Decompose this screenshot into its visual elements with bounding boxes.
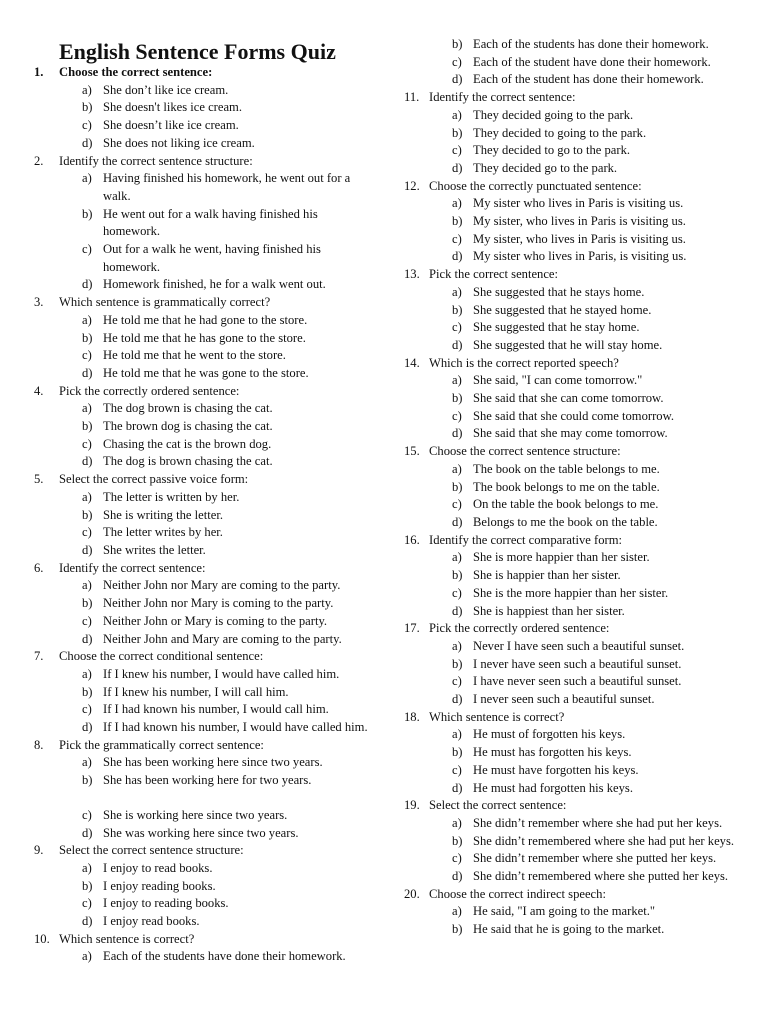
answer-option [404,142,744,160]
option-text: Each of the student has done their homework. [473,72,704,87]
answer-option [34,82,374,100]
option-text: I enjoy to read books. [103,860,213,875]
option-text: She don’t like ice cream. [103,82,229,97]
option-letter: d) [82,825,93,840]
answer-option [404,638,744,656]
question-number: 20. [404,886,420,901]
option-letter: c) [82,348,92,363]
answer-option [404,567,744,585]
quiz-title: English Sentence Forms Quiz [59,39,336,64]
option-text: He told me that he went to the store. [103,348,286,363]
answer-option [404,868,744,886]
option-letter: b) [82,330,93,345]
option-letter: a) [82,666,92,681]
option-letter: d) [452,160,463,175]
answer-option [34,135,374,153]
option-letter: b) [452,745,463,760]
option-text: She suggested that he will stay home. [473,337,663,352]
option-letter: a) [452,284,462,299]
option-text: He must has forgotten his keys. [473,745,632,760]
option-letter: b) [82,684,93,699]
question-number: 19. [404,798,420,813]
option-letter: a) [82,171,92,186]
option-letter: c) [452,320,462,335]
question-number: 8. [34,737,44,752]
option-text: I enjoy read books. [103,914,200,929]
option-text: She said that she could come tomorrow. [473,408,674,423]
option-letter: d) [452,692,463,707]
answer-option [404,514,744,532]
option-text: She is the more happier than her sister. [473,585,669,600]
question-label: Which is the correct reported speech? [429,355,619,370]
option-letter: c) [82,436,92,451]
left-column [34,64,374,966]
answer-option [404,833,744,851]
option-letter: c) [82,702,92,717]
answer-option [404,726,744,744]
option-text: My sister, who lives in Paris is visiting us. [473,214,686,229]
option-text: She writes the letter. [103,542,206,557]
answer-option [404,744,744,762]
question-number: 16. [404,532,420,547]
answer-option [404,549,744,567]
option-text: He must have forgotten his keys. [473,762,639,777]
answer-option [404,372,744,390]
option-text: She has been working here since two years. [103,755,323,770]
question-number: 18. [404,709,420,724]
option-letter: b) [452,302,463,317]
option-letter: c) [452,408,462,423]
option-text: The brown dog is chasing the cat. [103,419,273,434]
answer-option [34,613,374,631]
option-text: She is working here since two years. [103,807,288,822]
option-letter: c) [452,143,462,158]
option-text: Neither John and Mary are coming to the party. [103,631,342,646]
option-text: She has been working here for two years. [103,773,312,788]
answer-option [34,241,374,276]
answer-option [34,312,374,330]
option-letter: d) [452,337,463,352]
option-text: They decided to going to the park. [473,125,647,140]
option-text: She is more happier than her sister. [473,550,650,565]
answer-option [34,895,374,913]
option-letter: c) [82,525,92,540]
option-text: He told me that he was gone to the store. [103,365,309,380]
answer-option [34,701,374,719]
question-label: Select the correct sentence: [429,798,567,813]
question-label: Identify the correct sentence: [429,90,576,105]
option-text: My sister, who lives in Paris is visiting us. [473,231,686,246]
option-letter: c) [82,118,92,133]
answer-option [404,673,744,691]
option-text: Each of the students have done their homework. [103,949,346,964]
option-text: I never have seen such a beautiful sunset. [473,656,682,671]
question-text [404,797,744,815]
answer-option [404,302,744,320]
question-label: Choose the correct indirect speech: [429,886,606,901]
option-text: I enjoy reading books. [103,878,216,893]
option-letter: d) [82,454,93,469]
option-letter: a) [82,578,92,593]
option-text: The dog brown is chasing the cat. [103,401,273,416]
answer-option [404,319,744,337]
question-text [34,560,374,578]
option-letter: b) [452,125,463,140]
option-text: She suggested that he stays home. [473,284,645,299]
option-letter: a) [82,401,92,416]
option-letter: d) [82,914,93,929]
question-text [404,355,744,373]
question-number: 14. [404,355,420,370]
answer-option [34,330,374,348]
option-letter: d) [452,72,463,87]
answer-option [404,284,744,302]
option-text: She didn’t remembered where she putted her keys. [473,869,729,884]
question-number: 17. [404,621,420,636]
option-letter: c) [452,851,462,866]
question-label: Pick the grammatically correct sentence: [59,737,264,752]
answer-option [404,231,744,249]
answer-option [34,524,374,542]
answer-option [34,170,374,205]
answer-option [34,666,374,684]
option-letter: d) [82,720,93,735]
question-label: Identify the correct comparative form: [429,532,623,547]
question-label: Choose the correct sentence: [59,65,213,79]
answer-option [404,54,744,72]
answer-option [34,577,374,595]
option-text: If I knew his number, I will call him. [103,684,289,699]
option-letter: c) [82,613,92,628]
answer-option [404,125,744,143]
answer-option [404,390,744,408]
question-label: Choose the correct sentence structure: [429,444,621,459]
option-text: The book belongs to me on the table. [473,479,660,494]
answer-option [404,656,744,674]
question-label: Choose the correct conditional sentence: [59,649,264,664]
answer-option [34,347,374,365]
blank-line [34,790,374,807]
question-text [404,620,744,638]
option-text: Neither John nor Mary are coming to the party. [103,578,341,593]
option-letter: b) [82,596,93,611]
option-letter: a) [452,727,462,742]
option-letter: b) [452,479,463,494]
option-text: I enjoy to reading books. [103,896,229,911]
question-text [404,886,744,904]
option-text: He said, "I am going to the market." [473,904,656,919]
option-text: She said that she may come tomorrow. [473,426,668,441]
option-text: The letter writes by her. [103,525,223,540]
question-number: 1. [34,65,44,79]
answer-option [404,815,744,833]
answer-option [404,71,744,89]
question-text [404,89,744,107]
option-text: She is happiest than her sister. [473,603,625,618]
option-letter: c) [82,896,92,911]
answer-option [404,36,744,54]
option-text: She suggested that he stay home. [473,320,640,335]
option-text: They decided to go to the park. [473,143,631,158]
option-text: Out for a walk he went, having finished his homework. [103,242,321,274]
answer-option [404,160,744,178]
answer-option [34,878,374,896]
answer-option [34,595,374,613]
answer-option [404,780,744,798]
option-text: They decided going to the park. [473,107,634,122]
question-number: 15. [404,444,420,459]
option-letter: b) [82,419,93,434]
answer-option [34,772,374,790]
answer-option [34,117,374,135]
question-label: Pick the correctly ordered sentence: [429,621,610,636]
option-letter: b) [452,37,463,51]
question-number: 4. [34,383,44,398]
option-text: He went out for a walk having finished his homework. [103,206,318,239]
question-text [34,471,374,489]
option-letter: d) [452,426,463,441]
option-letter: a) [82,949,92,964]
answer-option [34,436,374,454]
option-text: She didn’t remember where she putted her keys. [473,851,717,866]
answer-option [34,365,374,383]
question-number: 12. [404,178,420,193]
answer-option [404,496,744,514]
option-text: She said that she can come tomorrow. [473,391,664,406]
option-letter: b) [82,878,93,893]
question-label: Choose the correctly punctuated sentence: [429,178,642,193]
option-text: He must of forgotten his keys. [473,727,626,742]
question-number: 3. [34,295,44,310]
answer-option [34,453,374,471]
answer-option [34,418,374,436]
question-text [34,153,374,171]
option-letter: a) [452,550,462,565]
option-text: On the table the book belongs to me. [473,497,659,512]
option-letter: d) [82,631,93,646]
option-letter: d) [82,365,93,380]
answer-option [404,850,744,868]
option-text: Having finished his homework, he went out for a walk. [103,171,351,203]
question-number: 10. [34,931,50,946]
question-text [34,842,374,860]
answer-option [34,807,374,825]
option-text: She said, "I can come tomorrow." [473,373,643,388]
answer-option [34,913,374,931]
option-letter: d) [452,869,463,884]
question-text [34,294,374,312]
option-letter: d) [452,780,463,795]
question-text [34,648,374,666]
option-text: He must had forgotten his keys. [473,780,633,795]
option-letter: a) [452,373,462,388]
question-number: 9. [34,843,44,858]
option-letter: b) [452,833,463,848]
question-text [404,266,744,284]
answer-option [34,948,374,966]
question-number: 7. [34,649,44,664]
option-text: The book on the table belongs to me. [473,461,660,476]
option-text: If I had known his number, I would call him. [103,702,329,717]
option-letter: d) [452,514,463,529]
right-column [404,36,744,939]
option-text: Neither John or Mary is coming to the party. [103,613,328,628]
question-text [34,64,374,82]
answer-option [34,542,374,560]
option-letter: a) [82,860,92,875]
option-text: The dog is brown chasing the cat. [103,454,273,469]
option-text: He told me that he has gone to the store. [103,330,306,345]
option-letter: c) [452,54,462,69]
option-text: Belongs to me the book on the table. [473,514,658,529]
option-letter: a) [452,107,462,122]
option-letter: a) [452,638,462,653]
option-text: She doesn't likes ice cream. [103,100,243,115]
question-text [404,178,744,196]
option-text: She was working here since two years. [103,825,299,840]
question-text [34,383,374,401]
question-text [404,709,744,727]
question-text [404,443,744,461]
option-letter: d) [82,277,93,292]
answer-option [404,479,744,497]
answer-option [34,684,374,702]
question-number: 2. [34,153,44,168]
option-letter: c) [452,585,462,600]
question-label: Pick the correctly ordered sentence: [59,383,240,398]
question-label: Identify the correct sentence structure: [59,153,253,168]
option-letter: a) [452,815,462,830]
option-text: She is writing the letter. [103,507,223,522]
option-letter: c) [452,231,462,246]
option-text: They decided go to the park. [473,160,618,175]
option-letter: b) [452,568,463,583]
answer-option [404,425,744,443]
option-text: My sister who lives in Paris, is visiting us. [473,249,687,264]
answer-option [34,719,374,737]
option-text: I have never seen such a beautiful sunset. [473,674,682,689]
question-label: Which sentence is correct? [429,709,565,724]
question-label: Pick the correct sentence: [429,267,559,282]
option-letter: b) [452,391,463,406]
option-text: I never seen such a beautiful sunset. [473,692,655,707]
answer-option [404,248,744,266]
option-text: If I knew his number, I would have called him. [103,666,340,681]
option-letter: c) [452,497,462,512]
option-text: She does not liking ice cream. [103,135,255,150]
option-text: She doesn’t like ice cream. [103,118,239,133]
question-number: 13. [404,267,420,282]
answer-option [404,762,744,780]
option-text: She suggested that he stayed home. [473,302,652,317]
question-label: Which sentence is grammatically correct? [59,295,271,310]
answer-option [404,691,744,709]
question-label: Which sentence is correct? [59,931,195,946]
question-text [34,931,374,949]
option-text: Each of the students has done their homework. [473,37,709,51]
option-text: He said that he is going to the market. [473,922,665,937]
question-label: Identify the correct sentence: [59,560,206,575]
answer-option [404,195,744,213]
option-letter: c) [452,762,462,777]
answer-option [34,400,374,418]
option-text: Each of the student have done their homework. [473,54,711,69]
question-text [404,532,744,550]
question-number: 5. [34,472,44,487]
option-letter: d) [452,249,463,264]
option-letter: b) [452,922,463,937]
option-text: The letter is written by her. [103,489,240,504]
option-letter: a) [82,489,92,504]
answer-option [404,903,744,921]
option-letter: a) [82,312,92,327]
option-text: If I had known his number, I would have called him. [103,720,368,735]
question-label: Select the correct passive voice form: [59,472,249,487]
answer-option [34,99,374,117]
question-label: Select the correct sentence structure: [59,843,244,858]
answer-option [404,585,744,603]
option-letter: c) [452,674,462,689]
answer-option [404,337,744,355]
answer-option [404,213,744,231]
option-text: She is happier than her sister. [473,568,621,583]
option-letter: d) [82,542,93,557]
option-letter: a) [452,196,462,211]
option-text: He told me that he had gone to the store. [103,312,308,327]
option-letter: c) [82,242,92,257]
option-text: Homework finished, he for a walk went out. [103,277,326,292]
answer-option [34,276,374,294]
option-letter: c) [82,807,92,822]
option-text: Never I have seen such a beautiful sunset. [473,638,685,653]
option-letter: b) [82,100,93,115]
option-letter: a) [452,461,462,476]
option-text: She didn’t remembered where she had put her keys. [473,833,735,848]
answer-option [34,489,374,507]
option-text: She didn’t remember where she had put her keys. [473,815,723,830]
question-number: 11. [404,90,420,105]
answer-option [34,206,374,241]
answer-option [34,754,374,772]
option-text: Neither John nor Mary is coming to the party. [103,596,334,611]
option-letter: b) [452,214,463,229]
option-letter: b) [82,773,93,788]
answer-option [404,408,744,426]
option-letter: a) [82,755,92,770]
answer-option [34,507,374,525]
answer-option [404,107,744,125]
answer-option [34,631,374,649]
option-letter: d) [82,135,93,150]
answer-option [404,921,744,939]
option-text: My sister who lives in Paris is visiting us. [473,196,684,211]
question-text [34,737,374,755]
option-letter: a) [452,904,462,919]
question-number: 6. [34,560,44,575]
answer-option [404,461,744,479]
option-letter: d) [452,603,463,618]
option-letter: b) [82,507,93,522]
option-letter: b) [452,656,463,671]
answer-option [404,603,744,621]
option-letter: b) [82,206,93,221]
answer-option [34,825,374,843]
option-letter: a) [82,82,92,97]
answer-option [34,860,374,878]
option-text: Chasing the cat is the brown dog. [103,436,272,451]
